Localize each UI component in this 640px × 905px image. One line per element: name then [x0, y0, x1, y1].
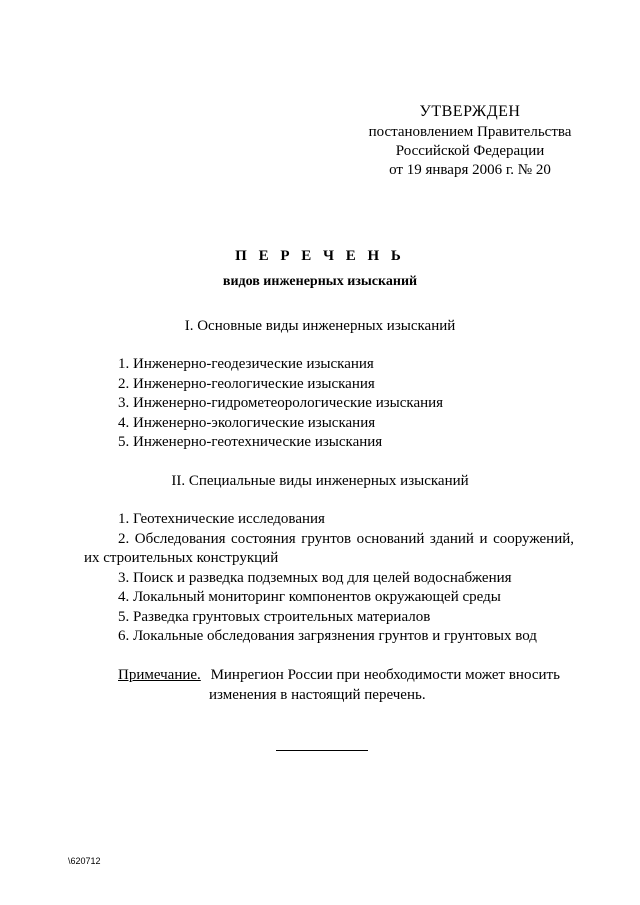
- approval-block: [340, 102, 600, 180]
- approval-line-1: постановлением Правительства: [368, 124, 572, 140]
- note-line-2: изменения в настоящий перечень.: [209, 687, 426, 703]
- document-code: \620712: [68, 856, 101, 866]
- note-block: [118, 665, 588, 705]
- end-divider: [276, 750, 368, 751]
- approval-title: УТВЕРЖДЕН: [419, 103, 521, 120]
- main-survey-list: [84, 355, 574, 453]
- note-label: Примечание.: [118, 667, 201, 683]
- list-item: 1. Инженерно-геодезические изыскания: [118, 356, 374, 372]
- list-item: 2. Инженерно-геологические изыскания: [118, 375, 375, 392]
- section-heading-main: I. Основные виды инженерных изысканий: [184, 318, 456, 334]
- list-item: 4. Инженерно-экологические изыскания: [118, 414, 376, 431]
- list-item: 5. Инженерно-геотехнические изыскания: [118, 434, 383, 450]
- list-item: 6. Локальные обследования загрязнения грунтов и грунтовых вод: [118, 628, 537, 644]
- list-item: 5. Разведка грунтовых строительных материалов: [118, 608, 431, 625]
- list-item: 3. Поиск и разведка подземных вод для целей водоснабжения: [118, 569, 512, 586]
- approval-line-2: Российской Федерации: [395, 143, 545, 159]
- approval-line-3: от 19 января 2006 г. № 20: [389, 162, 551, 178]
- section-heading-special: II. Специальные виды инженерных изысканий: [171, 473, 469, 489]
- document-subtitle: видов инженерных изысканий: [222, 274, 418, 289]
- list-item: 4. Локальный мониторинг компонентов окружающей среды: [118, 589, 501, 605]
- special-survey-list: [84, 510, 574, 647]
- list-item: 3. Инженерно-гидрометеорологические изыскания: [118, 395, 444, 411]
- document-title: П Е Р Е Ч Е Н Ь: [235, 248, 405, 264]
- note-line-1: Минрегион России при необходимости может вносить: [210, 667, 560, 683]
- list-item: 2. Обследования состояния грунтов оснований зданий и сооружений, их строительных конструкций: [84, 530, 574, 566]
- list-item: 1. Геотехнические исследования: [118, 511, 325, 527]
